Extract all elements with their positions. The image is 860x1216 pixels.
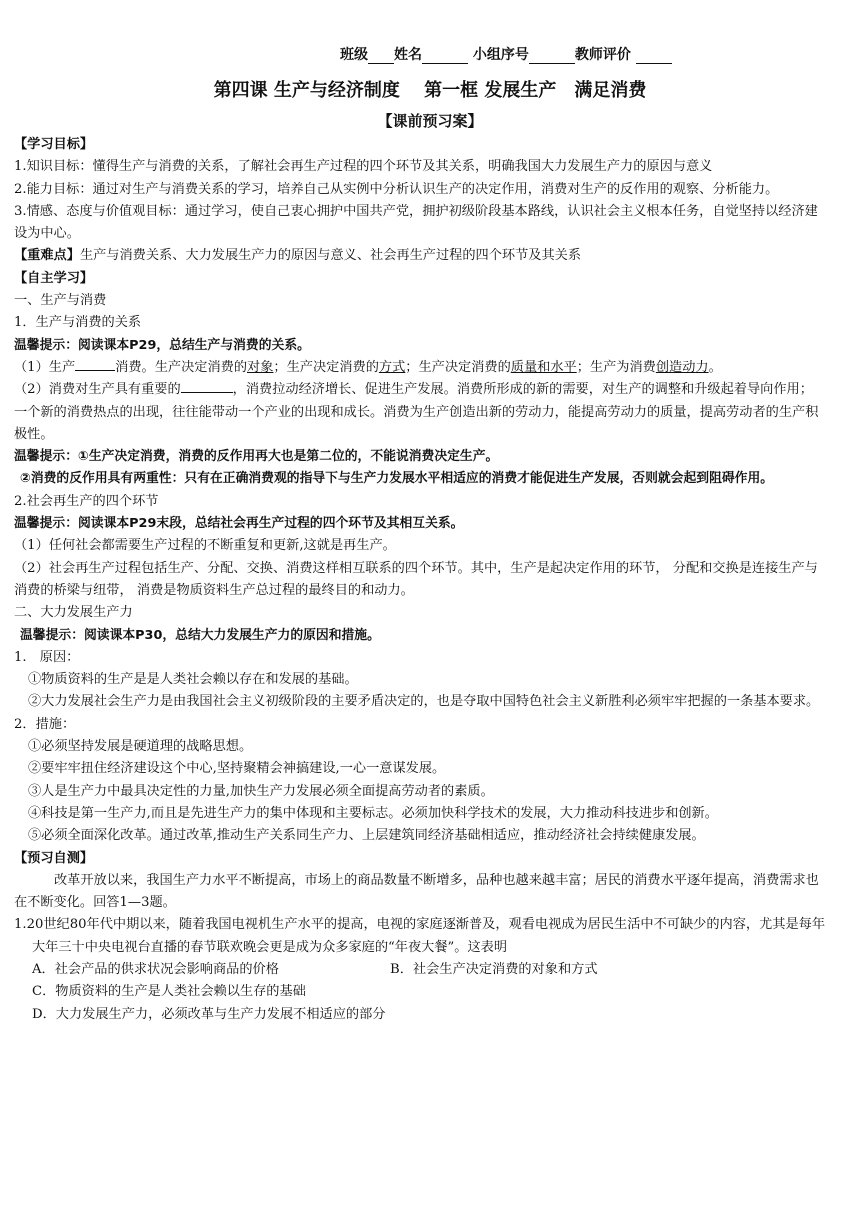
tip-2: 温馨提示：①生产决定消费，消费的反作用再大也是第二位的，不能说消费决定生产。	[14, 449, 499, 465]
section-1-2-heading: 2.社会再生产的四个环节	[14, 493, 159, 509]
point-2	[14, 379, 826, 446]
name-label: 姓名	[394, 47, 422, 63]
class-label: 班级	[340, 47, 368, 63]
goal-knowledge: 1.知识目标：懂得生产与消费的关系，了解社会再生产过程的四个环节及其关系，明确我国大力发展生产力的原因与意义	[14, 159, 713, 175]
point-2-lead: （2）消费对生产具有重要的	[14, 382, 181, 398]
option-a[interactable]: A．社会产品的供求状况会影响商品的价格	[32, 961, 279, 977]
reason-heading: 1. 原因：	[14, 649, 80, 665]
point-1-text-h: ；生产为消费	[576, 359, 656, 375]
point-1-text-d: ；生产决定消费的	[273, 359, 379, 375]
point-1-end: 。	[708, 359, 722, 375]
name-blank[interactable]	[422, 49, 468, 64]
option-c[interactable]: C．物质资料的生产是人类社会赖以生存的基础	[32, 984, 306, 1000]
reproduction-2: （2）社会再生产过程包括生产、分配、交换、消费这样相互联系的四个环节。其中，生产是起决定作用的环节， 分配和交换是连接生产与消费的桥梁与纽带， 消费是物质资料生产总过程的最终目的和动力。	[14, 560, 818, 598]
measure-1: ①必须坚持发展是硬道理的战略思想。	[28, 739, 253, 755]
tip-5: 温馨提示：阅读课本P30，总结大力发展生产力的原因和措施。	[20, 627, 380, 643]
goal-values: 3.情感、态度与价值观目标：通过学习，使自己衷心拥护中国共产党，拥护初级阶段基本路线，认识社会主义根本任务，自觉坚持以经济建设为中心。	[14, 203, 818, 242]
group-blank[interactable]	[529, 49, 575, 64]
group-label: 小组序号	[472, 47, 529, 63]
tip-4: 温馨提示：阅读课本P29末段，总结社会再生产过程的四个环节及其相互关系。	[14, 516, 464, 532]
measure-heading: 2．措施：	[14, 716, 76, 732]
section-1-1-heading: 1．生产与消费的关系	[14, 315, 142, 331]
point-1-text-b: 消费。生产决定消费的	[115, 359, 248, 375]
point-1-motive-end: 力	[695, 359, 709, 375]
measure-2: ②要牢牢扭住经济建设这个中心,坚持聚精会神搞建设,一心一意谋发展。	[28, 761, 446, 777]
test-heading: 【预习自测】	[14, 850, 94, 866]
document-body	[14, 134, 826, 1026]
measure-4: ④科技是第一生产力,而且是先进生产力的集中体现和主要标志。必须加快科学技术的发展，大力推动科技进步和创新。	[28, 805, 718, 821]
option-d[interactable]: D．大力发展生产力，必须改革与生产力发展不相适应的部分	[32, 1006, 386, 1022]
measure-3: ③人是生产力中最具决定性的力量,加快生产力发展必须全面提高劳动者的素质。	[28, 783, 494, 799]
teacher-label: 教师评价	[574, 47, 631, 63]
point-1	[14, 357, 826, 379]
tip-3: ②消费的反作用具有两重性：只有在正确消费观的指导下与生产力发展水平相适应的消费才能促进生产发展，否则就会起到阻碍作用。	[20, 471, 774, 487]
student-info-header	[340, 44, 672, 64]
point-1-quality: 质量和水平	[510, 359, 577, 375]
section-subtitle: 【课前预习案】	[377, 112, 483, 130]
question-1-options-ab	[14, 959, 826, 981]
point-1-method: 方式	[378, 359, 406, 375]
point-2-blank[interactable]	[181, 380, 233, 393]
self-study-heading: 【自主学习】	[14, 270, 94, 286]
class-blank[interactable]	[368, 49, 394, 64]
tip-1: 温馨提示：阅读课本P29，总结生产与消费的关系。	[14, 337, 310, 353]
key-points	[14, 245, 826, 267]
section-1-heading: 一、生产与消费	[14, 293, 107, 309]
point-1-blank[interactable]	[75, 358, 115, 371]
reproduction-1: （1）任何社会都需要生产过程的不断重复和更新,这就是再生产。	[14, 538, 396, 554]
point-1-object: 对象	[247, 359, 274, 375]
key-text: 生产与消费关系、大力发展生产力的原因与意义、社会再生产过程的四个环节及其关系	[79, 248, 582, 264]
reason-1: ①物质资料的生产是是人类社会赖以存在和发展的基础。	[28, 672, 358, 688]
key-heading: 【重难点】	[14, 248, 80, 264]
point-1-motive: 创造动	[655, 359, 696, 375]
reason-2: ②大力发展社会生产力是由我国社会主义初级阶段的主要矛盾决定的，也是夺取中国特色社会主义新胜利必须牢牢把握的一条基本要求。	[28, 694, 820, 710]
measure-5: ⑤必须全面深化改革。通过改革,推动生产关系同生产力、上层建筑同经济基础相适应，推动经济社会持续健康发展。	[28, 828, 705, 844]
goal-ability: 2.能力目标：通过对生产与消费关系的学习，培养自己从实例中分析认识生产的决定作用，消费对生产的反作用的观察、分析能力。	[14, 181, 779, 197]
question-1: 1.20世纪80年代中期以来，随着我国电视机生产水平的提高，电视的家庭逐渐普及，观看电视成为居民生活中不可缺少的内容，尤其是每年大年三十中央电视台直播的春节联欢晚会更是成为众多家庭的“年夜大餐”。这表明	[14, 917, 826, 955]
section-2-heading: 二、大力发展生产力	[14, 605, 133, 621]
teacher-blank[interactable]	[636, 49, 672, 64]
test-intro: 改革开放以来，我国生产力水平不断提高，市场上的商品数量不断增多，品种也越来越丰富；居民的消费水平逐年提高，消费需求也在不断变化。回答1—3题。	[14, 872, 819, 911]
point-1-text-f: ；生产决定消费的	[405, 359, 511, 375]
option-b[interactable]: B．社会生产决定消费的对象和方式	[390, 961, 598, 977]
lesson-title: 第四课 生产与经济制度 第一框 发展生产 满足消费	[213, 80, 647, 101]
point-1-lead: （1）生产	[14, 359, 76, 375]
goals-heading: 【学习目标】	[14, 137, 94, 152]
point-2-text: ，消费拉动经济增长、促进生产发展。消费所形成的新的需要，对生产的调整和升级起着导向作用；一个新的消费热点的出现，往往能带动一个产业的出现和成长。消费为生产创造出新的劳动力，能提高劳动力的质量，提高劳动者的生产积极性。	[14, 382, 819, 442]
